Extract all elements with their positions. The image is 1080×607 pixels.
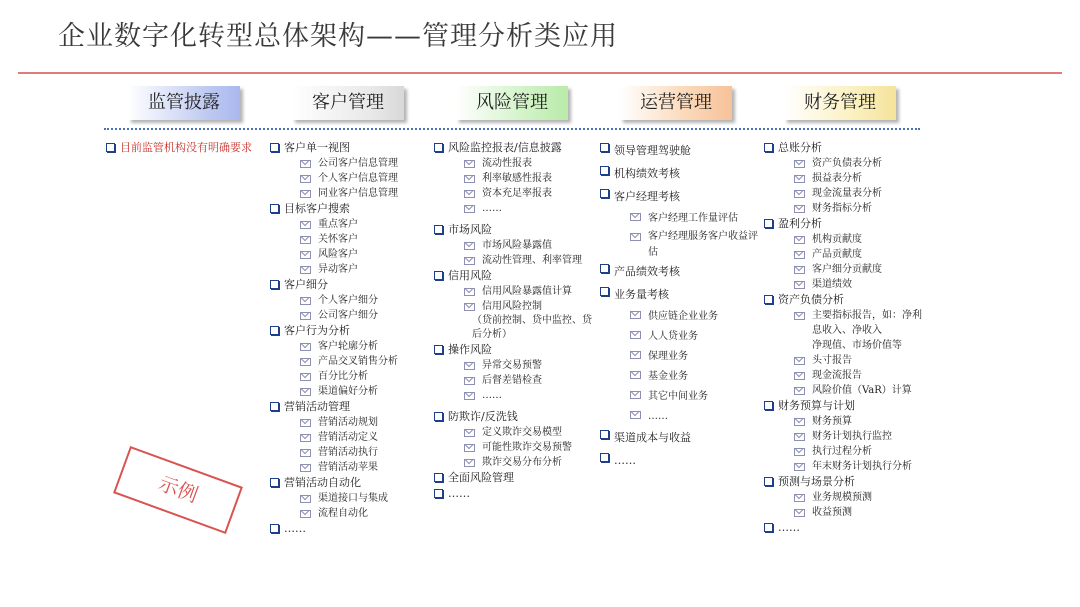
list-subitem: 营销活动执行 — [268, 445, 438, 460]
list-subitem: 保理业务 — [598, 347, 758, 367]
envelope-icon — [464, 459, 475, 467]
envelope-icon — [794, 448, 805, 456]
envelope-icon — [300, 510, 311, 518]
envelope-icon — [300, 236, 311, 244]
list-subitem: 营销活动规划 — [268, 415, 438, 430]
list-item: 财务预算与计划 — [762, 398, 922, 413]
list-subitem: …… — [432, 201, 592, 216]
list-item: 防欺诈/反洗钱 — [432, 409, 592, 424]
envelope-icon — [300, 434, 311, 442]
envelope-icon — [300, 251, 311, 259]
list-item: 目标客户搜索 — [268, 201, 438, 216]
page-title: 企业数字化转型总体架构——管理分析类应用 — [58, 21, 618, 52]
list-subitem: 异常交易预警 — [432, 358, 592, 373]
list-subitem: 损益表分析 — [762, 171, 922, 186]
list-item: 营销活动管理 — [268, 399, 438, 414]
envelope-icon — [464, 362, 475, 370]
envelope-icon — [794, 281, 805, 289]
envelope-icon — [630, 311, 641, 319]
envelope-icon — [794, 175, 805, 183]
list-subitem: 可能性欺诈交易预警 — [432, 440, 592, 455]
list-item: 风险监控报表/信息披露 — [432, 140, 592, 155]
list-item: 操作风险 — [432, 342, 592, 357]
envelope-icon — [300, 160, 311, 168]
envelope-icon — [464, 288, 475, 296]
envelope-icon — [300, 464, 311, 472]
envelope-icon — [794, 494, 805, 502]
list-subitem: 现金流量表分析 — [762, 186, 922, 201]
list-subitem: 公司客户细分 — [268, 308, 438, 323]
list-subitem: 人人贷业务 — [598, 327, 758, 347]
list-subitem: 个人客户信息管理 — [268, 171, 438, 186]
list-subitem: 营销活动定义 — [268, 430, 438, 445]
envelope-icon — [794, 509, 805, 517]
list-subitem: 营销活动苹果 — [268, 460, 438, 475]
envelope-icon — [300, 190, 311, 198]
list-subitem: 同业客户信息管理 — [268, 186, 438, 201]
envelope-icon — [794, 418, 805, 426]
list-subitem: …… — [432, 388, 592, 403]
envelope-icon — [464, 160, 475, 168]
envelope-icon — [630, 351, 641, 359]
list-subitem: 渠道偏好分析 — [268, 384, 438, 399]
envelope-icon — [630, 391, 641, 399]
envelope-icon — [464, 205, 475, 213]
envelope-icon — [300, 297, 311, 305]
list-subitem: 客户经理服务客户收益评估 — [598, 229, 758, 261]
envelope-icon — [630, 411, 641, 419]
list-subitem: 流动性管理、利率管理 — [432, 253, 592, 268]
envelope-icon — [794, 372, 805, 380]
envelope-icon — [794, 463, 805, 471]
list-subitem: 信用风险暴露值计算 — [432, 284, 592, 299]
envelope-icon — [464, 377, 475, 385]
list-subitem: 财务指标分析 — [762, 201, 922, 216]
list-item: 客户行为分析 — [268, 323, 438, 338]
list-item: 信用风险 — [432, 268, 592, 283]
list-item: 资产负债分析 — [762, 292, 922, 307]
credit-risk-note: （贷前控制、贷中监控、贷后分析） — [472, 315, 592, 340]
list-item: 机构绩效考核 — [598, 163, 758, 185]
envelope-icon — [794, 387, 805, 395]
envelope-icon — [794, 205, 805, 213]
envelope-icon — [464, 257, 475, 265]
envelope-icon — [630, 371, 641, 379]
list-subitem: 机构贡献度 — [762, 232, 922, 247]
envelope-icon — [630, 331, 641, 339]
envelope-icon — [794, 236, 805, 244]
column-risk — [432, 140, 592, 502]
list-item: 客户经理考核 — [598, 186, 758, 208]
envelope-icon — [300, 419, 311, 427]
list-item: 市场风险 — [432, 222, 592, 237]
list-subitem: 风险价值（VaR）计算 — [762, 383, 922, 398]
list-item: 目前监管机构没有明确要求 — [104, 140, 260, 155]
envelope-icon — [794, 160, 805, 168]
list-subitem: 市场风险暴露值 — [432, 238, 592, 253]
envelope-icon — [464, 175, 475, 183]
envelope-icon — [464, 429, 475, 437]
header-regulatory-disclosure: 监管披露 — [128, 86, 240, 120]
header-finance-management: 财务管理 — [784, 86, 896, 120]
list-subitem-continued: 净现值、市场价值等 — [812, 340, 902, 351]
list-subitem: 客户经理工作量评估 — [598, 209, 758, 229]
list-item: …… — [762, 520, 922, 535]
list-item: 客户细分 — [268, 277, 438, 292]
list-item: 总账分析 — [762, 140, 922, 155]
list-subitem: 定义欺诈交易模型 — [432, 425, 592, 440]
envelope-icon — [300, 358, 311, 366]
list-subitem: 收益预测 — [762, 505, 922, 520]
header-risk-management: 风险管理 — [456, 86, 568, 120]
list-subitem: 渠道绩效 — [762, 277, 922, 292]
envelope-icon — [464, 190, 475, 198]
header-divider — [104, 128, 920, 130]
envelope-icon — [794, 266, 805, 274]
list-subitem: 客户细分贡献度 — [762, 262, 922, 277]
list-subitem: 流程自动化 — [268, 506, 438, 521]
envelope-icon — [300, 221, 311, 229]
list-subitem: 流动性报表 — [432, 156, 592, 171]
envelope-icon — [300, 312, 311, 320]
list-subitem: 风险客户 — [268, 247, 438, 262]
example-stamp: 示例 — [113, 446, 243, 534]
list-item: 盈利分析 — [762, 216, 922, 231]
envelope-icon — [794, 357, 805, 365]
title-divider — [18, 72, 1062, 74]
list-item: 客户单一视图 — [268, 140, 438, 155]
envelope-icon — [794, 190, 805, 198]
list-subitem: 资产负债表分析 — [762, 156, 922, 171]
list-subitem: 个人客户细分 — [268, 293, 438, 308]
envelope-icon — [300, 449, 311, 457]
list-subitem: 渠道接口与集成 — [268, 491, 438, 506]
envelope-icon — [300, 175, 311, 183]
list-item: 全面风险管理 — [432, 470, 592, 485]
column-operations — [598, 140, 758, 473]
envelope-icon — [794, 251, 805, 259]
list-subitem: 产品贡献度 — [762, 247, 922, 262]
list-item: 渠道成本与收益 — [598, 427, 758, 449]
list-subitem: 主要指标报告，如：净利息收入、净收入 — [762, 308, 922, 338]
envelope-icon — [630, 233, 641, 241]
list-subitem: 公司客户信息管理 — [268, 156, 438, 171]
list-subitem: 其它中间业务 — [598, 387, 758, 407]
list-subitem: 资本充足率报表 — [432, 186, 592, 201]
header-customer-management: 客户管理 — [292, 86, 404, 120]
list-subitem: 财务计划执行监控 — [762, 429, 922, 444]
column-regulatory — [104, 140, 260, 156]
list-subitem: 欺诈交易分布分析 — [432, 455, 592, 470]
list-subitem: 头寸报告 — [762, 353, 922, 368]
list-subitem: 财务预算 — [762, 414, 922, 429]
envelope-icon — [300, 343, 311, 351]
envelope-icon — [794, 433, 805, 441]
list-item: 领导管理驾驶舱 — [598, 140, 758, 162]
list-subitem: 产品交叉销售分析 — [268, 354, 438, 369]
envelope-icon — [300, 495, 311, 503]
list-item: 营销活动自动化 — [268, 475, 438, 490]
list-item: 业务量考核 — [598, 284, 758, 306]
envelope-icon — [464, 303, 475, 311]
envelope-icon — [794, 312, 805, 320]
header-operations-management: 运营管理 — [620, 86, 732, 120]
list-subitem: 执行过程分析 — [762, 444, 922, 459]
envelope-icon — [464, 392, 475, 400]
list-subitem: 关怀客户 — [268, 232, 438, 247]
column-customer — [268, 140, 438, 537]
envelope-icon — [300, 266, 311, 274]
list-item: 预测与场景分析 — [762, 474, 922, 489]
list-subitem: 利率敏感性报表 — [432, 171, 592, 186]
list-item: …… — [432, 486, 592, 501]
list-subitem: 重点客户 — [268, 217, 438, 232]
envelope-icon — [300, 373, 311, 381]
envelope-icon — [300, 388, 311, 396]
list-subitem: 信用风险控制 — [432, 299, 592, 314]
list-subitem: 供应链企业业务 — [598, 307, 758, 327]
envelope-icon — [464, 444, 475, 452]
list-subitem: 异动客户 — [268, 262, 438, 277]
list-subitem: 百分比分析 — [268, 369, 438, 384]
list-subitem: 后督差错检查 — [432, 373, 592, 388]
list-subitem: 客户轮廓分析 — [268, 339, 438, 354]
list-subitem: 业务规模预测 — [762, 490, 922, 505]
envelope-icon — [630, 213, 641, 221]
list-subitem: 基金业务 — [598, 367, 758, 387]
list-item: 产品绩效考核 — [598, 261, 758, 283]
column-finance — [762, 140, 922, 536]
list-item: …… — [598, 450, 758, 472]
envelope-icon — [464, 242, 475, 250]
list-item: …… — [268, 521, 438, 536]
list-subitem: 现金流报告 — [762, 368, 922, 383]
list-subitem: 年末财务计划执行分析 — [762, 459, 922, 474]
list-subitem: …… — [598, 407, 758, 427]
